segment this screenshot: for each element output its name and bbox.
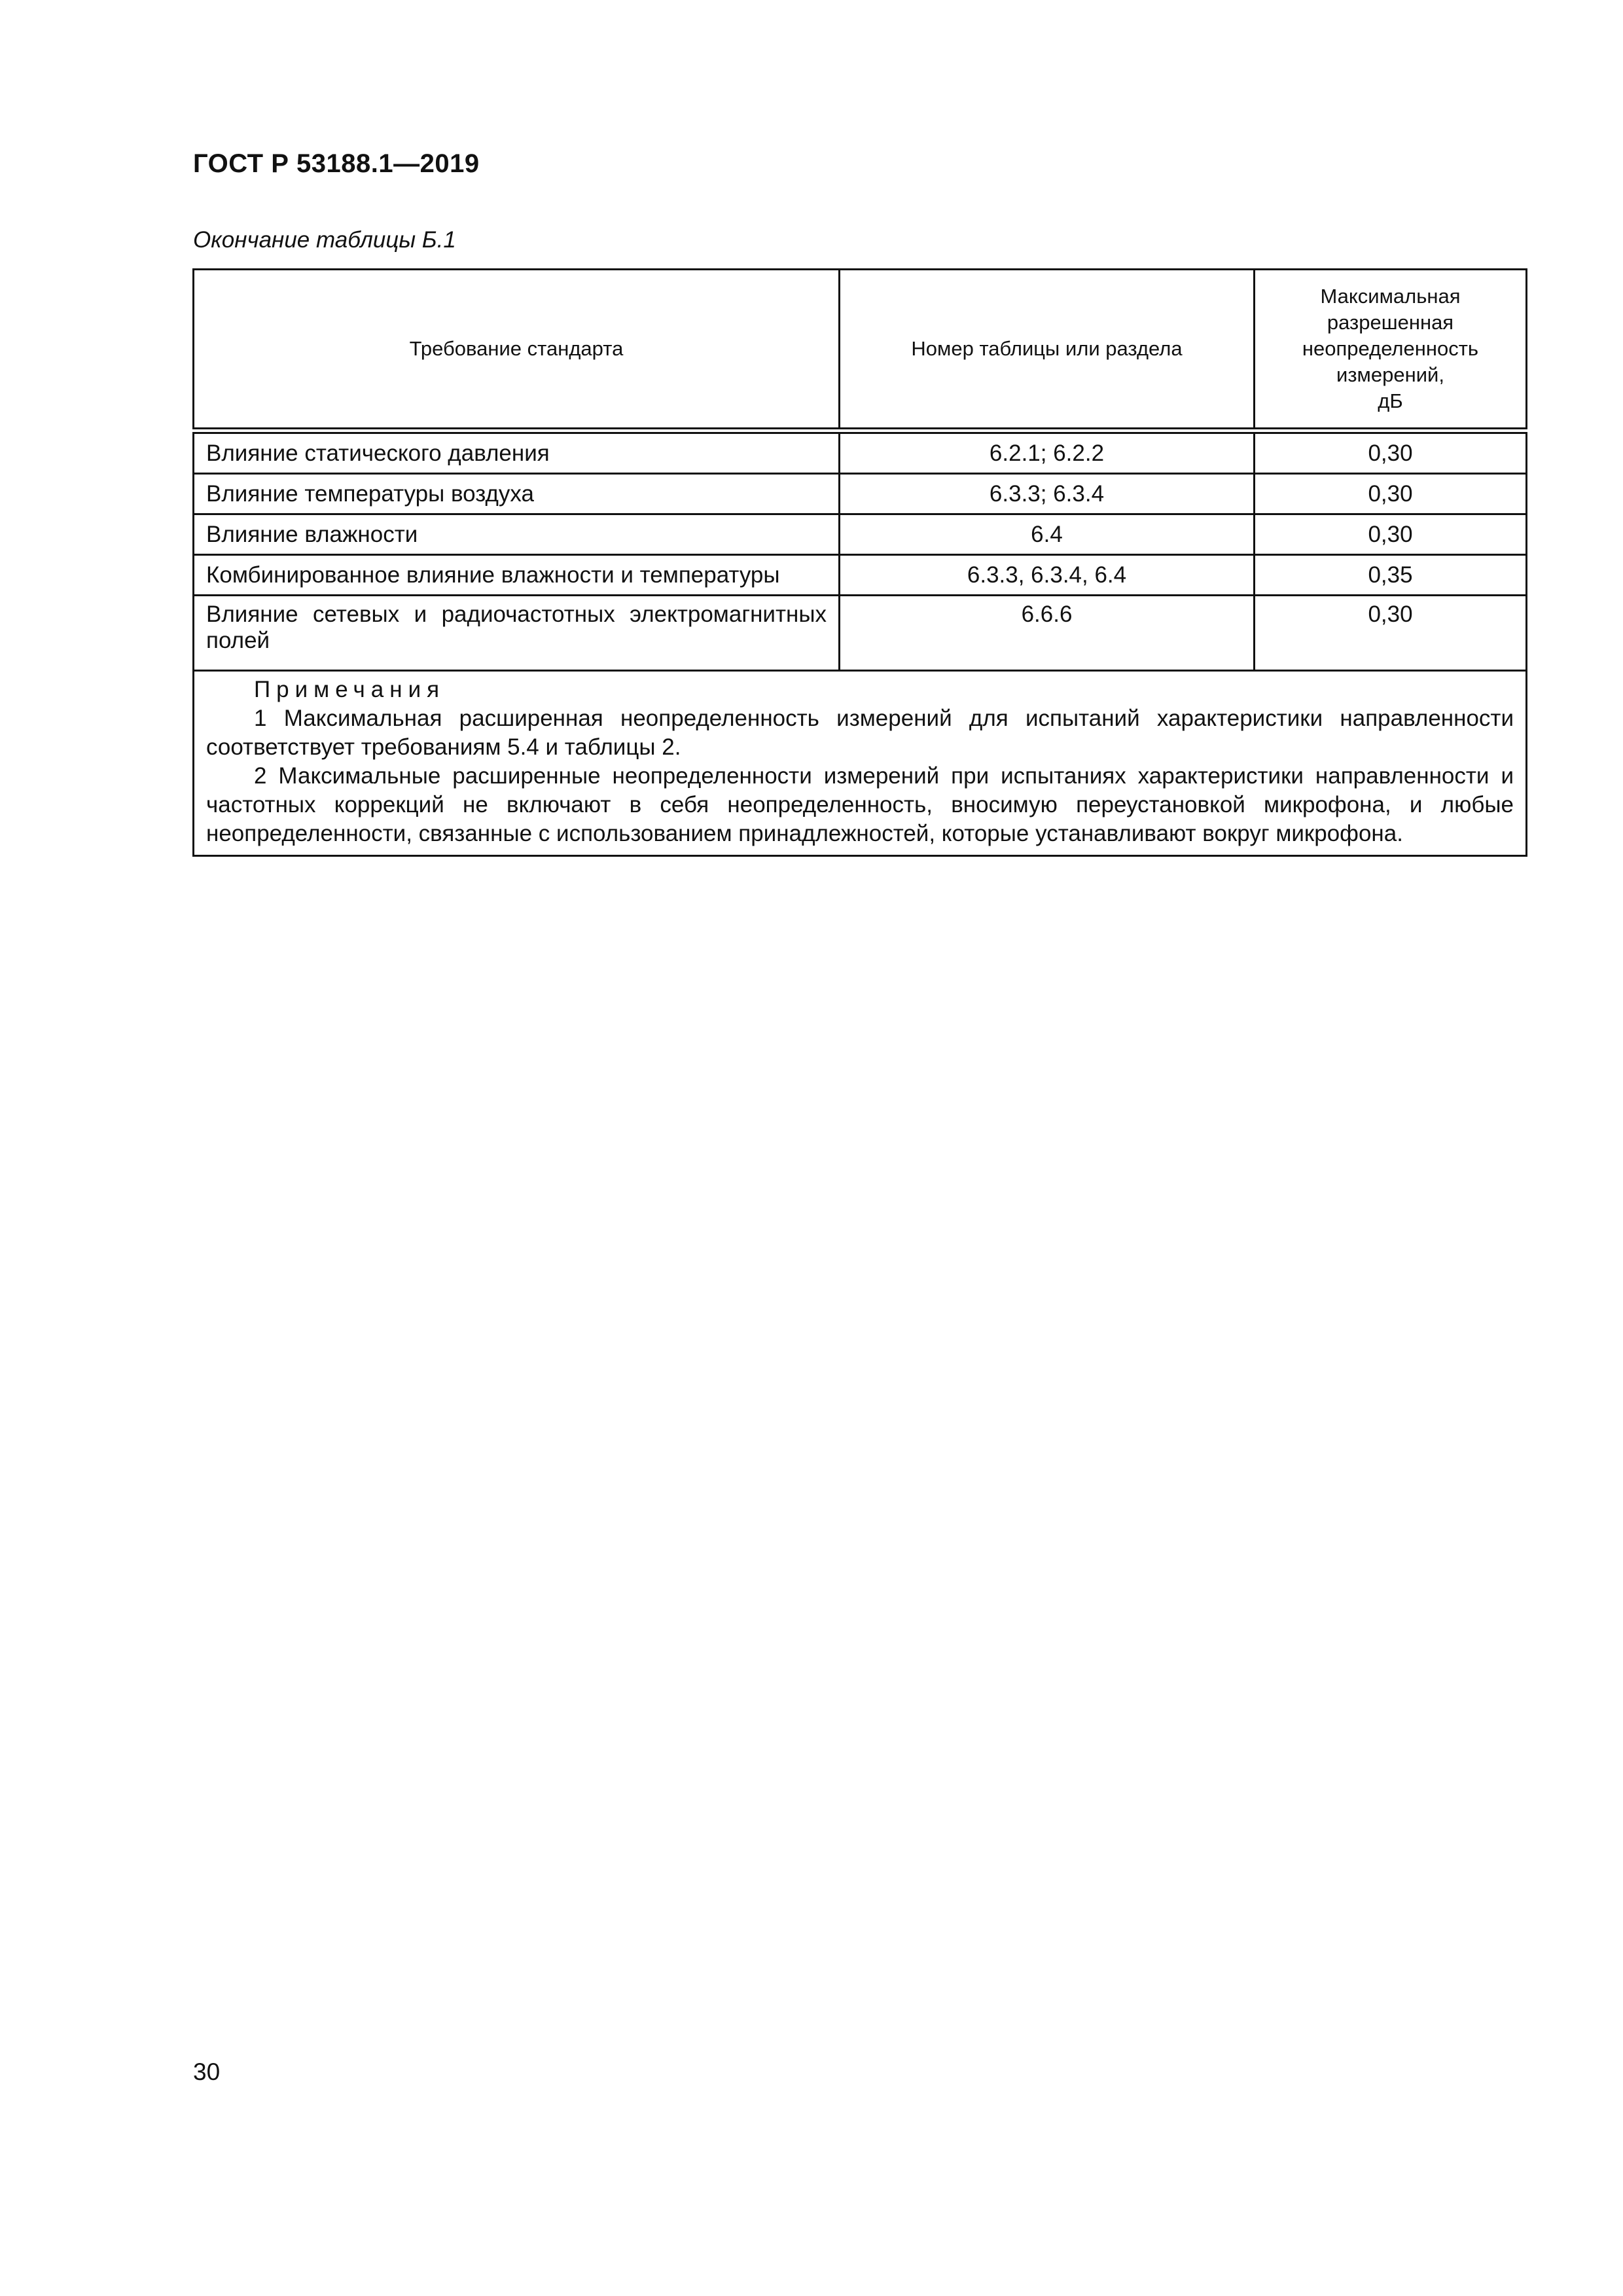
- requirement-cell: Влияние температуры воздуха: [194, 474, 840, 514]
- notes-title: Примечания: [254, 677, 446, 702]
- section-cell: 6.4: [840, 514, 1255, 555]
- column-header-uncertainty: [1255, 270, 1527, 431]
- requirement-cell: Влияние сетевых и радиочастотных электромагнитных полей: [194, 596, 840, 671]
- note-item: 2 Максимальные расширенные неопределенности измерений при испытаниях характеристики направленности и частотных коррекций не включают в себя неопределенность, вносимую переустановкой микрофона, и любые неопределенности, связанные с использованием принадлежностей, которые устанавливают вокруг микрофона.: [206, 763, 1514, 846]
- page-number: 30: [193, 2058, 221, 2085]
- notes-row: [194, 671, 1527, 856]
- requirement-cell: Влияние влажности: [194, 514, 840, 555]
- uncertainty-cell: 0,30: [1255, 431, 1527, 474]
- column-header-section: Номер таблицы или раздела: [840, 270, 1255, 431]
- requirement-cell: Влияние статического давления: [194, 431, 840, 474]
- requirements-table: [192, 268, 1527, 857]
- uncertainty-cell: 0,30: [1255, 514, 1527, 555]
- section-cell: 6.3.3; 6.3.4: [840, 474, 1255, 514]
- table-caption: Окончание таблицы Б.1: [193, 227, 456, 253]
- table-header-row: [194, 270, 1527, 431]
- uncertainty-header-line: неопределенность: [1302, 337, 1479, 360]
- section-cell: 6.2.1; 6.2.2: [840, 431, 1255, 474]
- uncertainty-header-line: измерений,: [1336, 363, 1444, 386]
- uncertainty-header-line: дБ: [1378, 389, 1403, 412]
- table-row: [194, 596, 1527, 671]
- section-cell: 6.6.6: [840, 596, 1255, 671]
- notes-cell: [194, 671, 1527, 856]
- uncertainty-header-line: Максимальная: [1320, 285, 1461, 308]
- uncertainty-cell: 0,30: [1255, 596, 1527, 671]
- table-row: [194, 555, 1527, 596]
- table-row: [194, 514, 1527, 555]
- section-cell: 6.3.3, 6.3.4, 6.4: [840, 555, 1255, 596]
- column-header-requirement: Требование стандарта: [194, 270, 840, 431]
- uncertainty-cell: 0,35: [1255, 555, 1527, 596]
- uncertainty-cell: 0,30: [1255, 474, 1527, 514]
- uncertainty-header-line: разрешенная: [1327, 311, 1454, 334]
- requirement-cell: Комбинированное влияние влажности и температуры: [194, 555, 840, 596]
- table-row: [194, 431, 1527, 474]
- document-code: ГОСТ Р 53188.1—2019: [193, 149, 480, 178]
- table-row: [194, 474, 1527, 514]
- note-item: 1 Максимальная расширенная неопределенность измерений для испытаний характеристики направленности соответствует требованиям 5.4 и таблицы 2.: [206, 706, 1514, 760]
